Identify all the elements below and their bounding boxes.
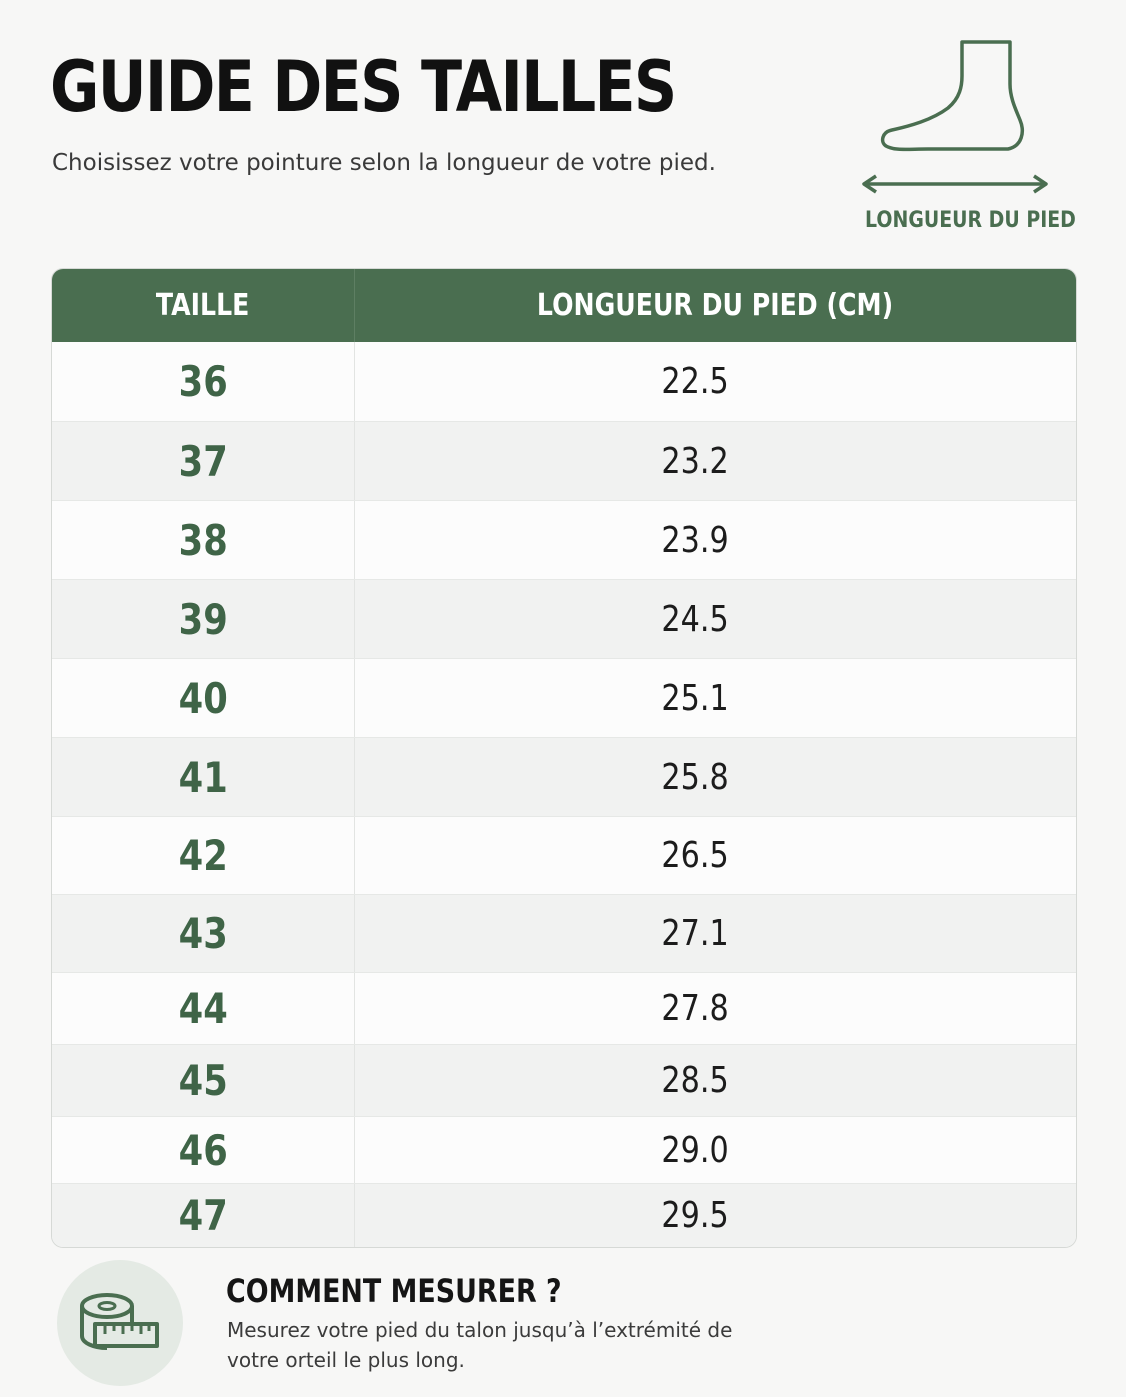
length-cell: 29.5 bbox=[661, 1195, 730, 1236]
table-row bbox=[52, 972, 1076, 1044]
table-row bbox=[52, 894, 1076, 972]
table-row bbox=[52, 421, 1076, 500]
length-cell: 25.8 bbox=[661, 756, 730, 798]
length-cell: 26.5 bbox=[661, 835, 730, 876]
foot-length-label: LONGUEUR DU PIED bbox=[865, 208, 1076, 233]
size-cell: 46 bbox=[52, 1117, 355, 1183]
column-header-length: LONGUEUR DU PIED (CM) bbox=[537, 288, 894, 323]
size-cell: 40 bbox=[52, 659, 355, 737]
table-body bbox=[52, 342, 1076, 1247]
length-cell: 23.9 bbox=[661, 519, 730, 561]
length-cell: 29.0 bbox=[661, 1129, 730, 1171]
measuring-tape-badge bbox=[57, 1260, 183, 1386]
table-row bbox=[52, 1116, 1076, 1183]
table-row bbox=[52, 500, 1076, 579]
column-header-size: TAILLE bbox=[52, 269, 355, 342]
howto-text: Mesurez votre pied du talon jusqu’à l’extrémité de votre orteil le plus long. bbox=[227, 1318, 733, 1372]
foot-outline-icon bbox=[850, 36, 1065, 201]
foot-length-illustration bbox=[850, 36, 1076, 241]
table-row bbox=[52, 342, 1076, 421]
measuring-tape-icon bbox=[57, 1260, 183, 1386]
size-table bbox=[51, 268, 1077, 1248]
length-cell: 25.1 bbox=[661, 677, 730, 719]
table-row bbox=[52, 1044, 1076, 1116]
length-cell: 23.2 bbox=[661, 440, 730, 482]
size-cell: 41 bbox=[52, 738, 355, 816]
size-cell: 42 bbox=[52, 817, 355, 894]
size-cell: 47 bbox=[52, 1184, 355, 1247]
length-cell: 27.1 bbox=[661, 913, 730, 954]
length-cell: 27.8 bbox=[661, 988, 730, 1029]
size-cell: 44 bbox=[52, 973, 355, 1044]
length-cell: 22.5 bbox=[661, 361, 730, 402]
size-cell: 37 bbox=[52, 422, 355, 500]
table-row bbox=[52, 737, 1076, 816]
howto-title: COMMENT MESURER ? bbox=[226, 1272, 562, 1310]
size-cell: 38 bbox=[52, 501, 355, 579]
table-row bbox=[52, 579, 1076, 658]
length-cell: 28.5 bbox=[661, 1060, 730, 1101]
page-subtitle: Choisissez votre pointure selon la longueur de votre pied. bbox=[52, 150, 716, 176]
length-cell: 24.5 bbox=[661, 598, 730, 640]
size-cell: 39 bbox=[52, 580, 355, 658]
table-row bbox=[52, 1183, 1076, 1247]
size-cell: 43 bbox=[52, 895, 355, 972]
table-header bbox=[52, 269, 1076, 342]
table-row bbox=[52, 658, 1076, 737]
size-cell: 36 bbox=[52, 342, 355, 421]
size-cell: 45 bbox=[52, 1045, 355, 1116]
page-title: GUIDE DES TAILLES bbox=[50, 46, 676, 128]
table-row bbox=[52, 816, 1076, 894]
